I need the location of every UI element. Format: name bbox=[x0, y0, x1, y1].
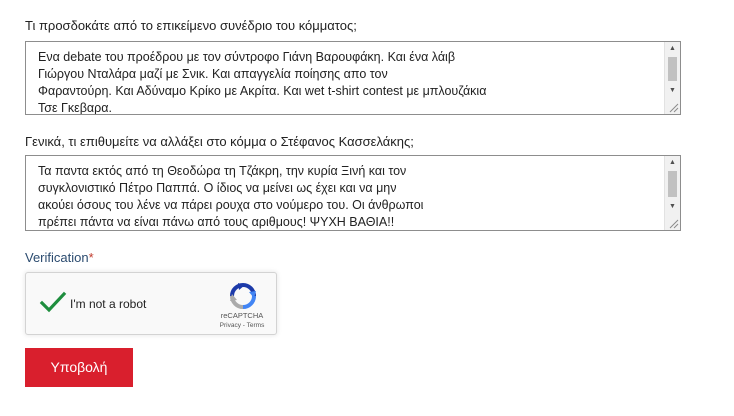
question-2-line: ακούει όσους του λένε να πάρει ρουχα στο νούμερο του. Οι άνθρωποι bbox=[38, 198, 424, 212]
verification-label bbox=[25, 250, 94, 265]
question-1-line: Φαραντούρη. Και Αδύναμο Κρίκο με Ακρίτα. Και wet t-shirt contest με μπλουζάκια bbox=[38, 84, 487, 98]
question-1-textarea[interactable] bbox=[25, 41, 681, 115]
resize-grip-icon[interactable] bbox=[667, 101, 679, 113]
question-1-label: Τι προσδοκάτε από το επικείμενο συνέδριο του κόμματος; bbox=[25, 18, 357, 33]
scroll-up-arrow-icon[interactable]: ▲ bbox=[669, 45, 676, 52]
question-2-label: Γενικά, τι επιθυμείτε να αλλάξει στο κόμμα ο Στέφανος Κασσελάκης; bbox=[25, 134, 414, 149]
resize-grip-icon[interactable] bbox=[667, 217, 679, 229]
link-separator: - bbox=[240, 322, 247, 329]
question-2-line: Τα παντα εκτός από τη Θεοδώρα τη Τζάκρη, την κυρία Ξινή και τον bbox=[38, 164, 407, 178]
scrollbar-thumb[interactable] bbox=[668, 171, 677, 197]
verification-label-text: Verification bbox=[25, 250, 89, 265]
scroll-down-arrow-icon[interactable]: ▼ bbox=[669, 87, 676, 94]
privacy-link[interactable]: Privacy bbox=[219, 322, 241, 329]
scroll-up-arrow-icon[interactable]: ▲ bbox=[669, 159, 676, 166]
question-1-line: Ενα debate του προέδρου με τον σύντροφο Γιάνη Βαρουφάκη. Και ένα λάιβ bbox=[38, 50, 456, 64]
recaptcha-links bbox=[206, 322, 278, 329]
recaptcha-brand: reCAPTCHA bbox=[220, 311, 264, 320]
terms-link[interactable]: Terms bbox=[246, 322, 265, 329]
question-1-text[interactable] bbox=[26, 42, 663, 114]
question-1-line: Γιώργου Νταλάρα μαζί με Σνικ. Και απαγγελία ποίησης απο τον bbox=[38, 67, 388, 81]
question-2-text[interactable] bbox=[26, 156, 663, 230]
required-asterisk: * bbox=[88, 250, 94, 265]
captcha-checkbox-label[interactable]: I'm not a robot bbox=[70, 297, 147, 311]
question-2-line: συγκλονιστικό Πέτρο Παππά. Ο ίδιος να μείνει ως έχει και να μην bbox=[38, 181, 397, 195]
question-2-line: πρέπει πάντα να είναι πάνω από τους αριθμους! ΨΥΧΗ ΒΑΘΙΑ!! bbox=[38, 215, 395, 229]
checkmark-icon[interactable] bbox=[39, 288, 67, 316]
question-1-line: Τσε Γκεβαρα. bbox=[38, 101, 112, 115]
recaptcha-logo-icon bbox=[229, 282, 257, 310]
question-2-textarea[interactable] bbox=[25, 155, 681, 231]
recaptcha-widget bbox=[25, 272, 277, 335]
scroll-down-arrow-icon[interactable]: ▼ bbox=[669, 203, 676, 210]
submit-button[interactable]: Υποβολή bbox=[25, 348, 133, 387]
scrollbar-thumb[interactable] bbox=[668, 57, 677, 81]
